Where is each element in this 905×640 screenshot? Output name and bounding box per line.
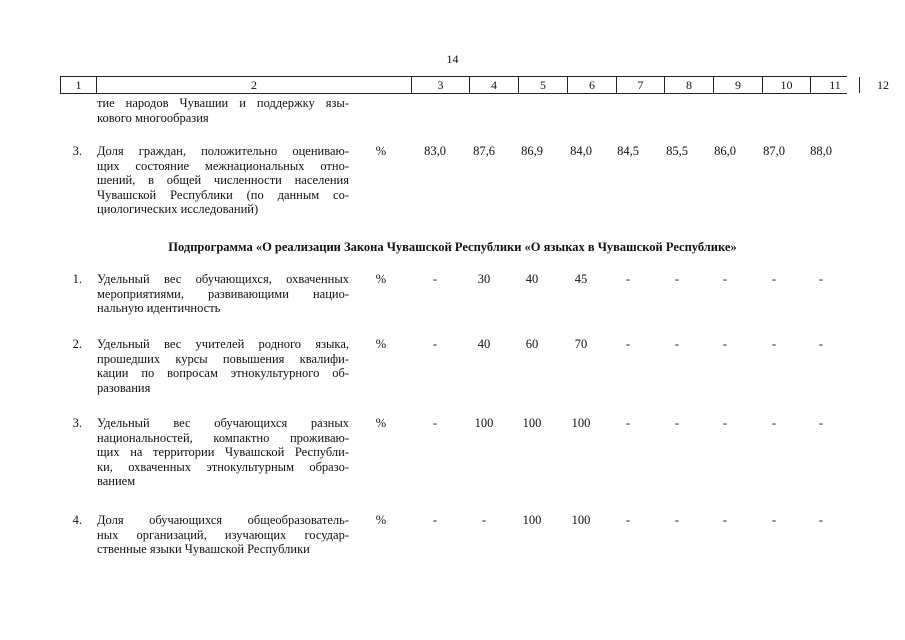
text-line: прошедших курсы повышения квалифи-: [97, 351, 349, 366]
text-line: ственные языки Чувашской Республики: [97, 542, 310, 556]
value-cell: -: [625, 272, 631, 286]
value-cell: -: [818, 513, 824, 527]
value-cell: 100: [571, 513, 591, 527]
header-col-7: 7: [616, 77, 664, 93]
unit-cell: %: [375, 144, 387, 158]
text-line: мероприятиями, развивающими нацио-: [97, 286, 349, 301]
subprogram-title: Подпрограмма «О реализации Закона Чувашской Республики «О языках в Чувашской Республике»: [168, 240, 737, 254]
value-cell: -: [771, 272, 777, 286]
text-line: тие народов Чувашии и поддержку язы-: [97, 96, 349, 110]
row-number: 1.: [72, 272, 82, 286]
text-line: кового многообразия: [97, 110, 209, 125]
header-col-10: 10: [762, 77, 810, 93]
row-description: [97, 513, 349, 557]
value-cell: -: [722, 513, 728, 527]
table-header-row: [60, 76, 889, 94]
value-cell: -: [722, 337, 728, 351]
unit-cell: %: [375, 416, 387, 430]
value-cell: -: [818, 416, 824, 430]
value-cell: 100: [522, 416, 542, 430]
value-cell: 100: [522, 513, 542, 527]
value-cell: -: [625, 337, 631, 351]
value-cell: 45: [574, 272, 588, 286]
unit-cell: %: [375, 272, 387, 286]
text-line: Доля граждан, положительно оцениваю-: [97, 144, 349, 158]
value-cell: 100: [474, 416, 494, 430]
value-cell: 40: [477, 337, 491, 351]
text-line: ванием: [97, 474, 136, 488]
value-cell: 86,9: [521, 144, 543, 158]
value-cell: -: [771, 337, 777, 351]
value-cell: 60: [525, 337, 539, 351]
value-cell: 85,5: [666, 144, 688, 158]
text-line: шений, в общей численности населения: [97, 173, 349, 187]
value-cell: 70: [574, 337, 588, 351]
value-cell: -: [771, 416, 777, 430]
text-line: циологических исследований): [97, 202, 259, 216]
value-cell: -: [722, 272, 728, 286]
header-col-12: 12: [859, 77, 905, 93]
text-line: Удельный вес обучающихся разных: [97, 416, 349, 430]
value-cell: -: [432, 416, 438, 430]
header-col-1: 1: [60, 77, 96, 93]
text-line: ки, охваченных этнокультурным образо-: [97, 459, 349, 474]
value-cell: 83,0: [424, 144, 446, 158]
text-line: щих на территории Чувашской Республи-: [97, 445, 349, 459]
value-cell: 87,6: [473, 144, 495, 158]
header-col-6: 6: [567, 77, 616, 93]
text-line: национальностей, компактно проживаю-: [97, 430, 349, 445]
row-number: 3.: [72, 416, 82, 430]
row-description: [97, 337, 349, 395]
row-description: [97, 144, 349, 217]
value-cell: 40: [525, 272, 539, 286]
value-cell: -: [432, 513, 438, 527]
value-cell: -: [625, 513, 631, 527]
value-cell: 86,0: [714, 144, 736, 158]
value-cell: -: [818, 337, 824, 351]
row-number: 3.: [72, 144, 82, 158]
text-line: разования: [97, 380, 151, 395]
value-cell: -: [432, 337, 438, 351]
text-line: нальную идентичность: [97, 301, 221, 315]
text-line: кации по вопросам этнокультурного об-: [97, 366, 349, 380]
value-cell: -: [625, 416, 631, 430]
page-number: 14: [446, 52, 459, 66]
header-col-3: 3: [411, 77, 469, 93]
value-cell: 84,5: [617, 144, 639, 158]
value-cell: 84,0: [570, 144, 592, 158]
value-cell: 30: [477, 272, 491, 286]
row-description: [97, 272, 349, 316]
header-col-8: 8: [664, 77, 713, 93]
value-cell: -: [432, 272, 438, 286]
value-cell: -: [674, 337, 680, 351]
text-line: Доля обучающихся общеобразователь-: [97, 513, 349, 527]
value-cell: -: [674, 513, 680, 527]
value-cell: -: [722, 416, 728, 430]
text-line: ных организаций, изучающих государ-: [97, 527, 349, 542]
row-description: [97, 416, 349, 489]
value-cell: -: [481, 513, 487, 527]
value-cell: 100: [571, 416, 591, 430]
value-cell: -: [771, 513, 777, 527]
unit-cell: %: [375, 513, 387, 527]
unit-cell: %: [375, 337, 387, 351]
header-col-4: 4: [469, 77, 518, 93]
row-number: 2.: [72, 337, 82, 351]
text-line: щих состояние межнациональных отно-: [97, 158, 349, 173]
header-col-11: 11: [810, 77, 859, 93]
text-line: Удельный вес обучающихся, охваченных: [97, 272, 349, 286]
text-line: Чувашской Республики (по данным со-: [97, 187, 349, 202]
value-cell: -: [674, 416, 680, 430]
value-cell: 88,0: [810, 144, 832, 158]
continuation-text: [97, 96, 349, 125]
row-number: 4.: [72, 513, 82, 527]
value-cell: -: [674, 272, 680, 286]
text-line: Удельный вес учителей родного языка,: [97, 337, 349, 351]
header-col-2: 2: [96, 77, 411, 93]
header-col-9: 9: [713, 77, 762, 93]
value-cell: -: [818, 272, 824, 286]
header-col-5: 5: [518, 77, 567, 93]
value-cell: 87,0: [763, 144, 785, 158]
